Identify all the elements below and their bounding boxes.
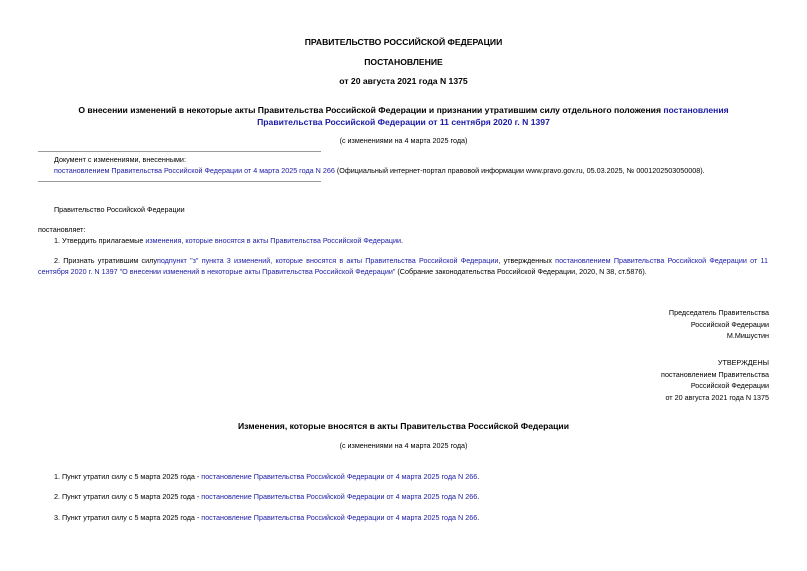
appendix-item-1-suffix: .	[477, 472, 480, 481]
document-title	[40, 104, 767, 128]
divider-bottom	[38, 181, 321, 182]
item-2-link1[interactable]: подпункт "з" пункта 3 изменений, которые вносятся в акты Правительства Российской Федерации	[156, 256, 499, 265]
item-1-suffix: .	[400, 236, 403, 245]
appendix-item-3-suffix: .	[477, 513, 480, 522]
item-2-link2[interactable]: постановлением Правительства Российской Федерации от 11 сентября 2020 г. N 1397 "О внесении изменений в некоторые акты Правительства Российской Федерации"	[38, 256, 768, 276]
appendix-item-2-suffix: .	[477, 492, 480, 501]
approval-block	[661, 357, 769, 403]
approval-line-4: от 20 августа 2021 года N 1375	[665, 392, 769, 402]
amendments-source: (Официальный интернет-портал правовой информации www.pravo.gov.ru, 05.03.2025, № 0001202503050008).	[334, 166, 705, 175]
item-2	[38, 256, 768, 277]
title-link-part2[interactable]: Правительства Российской Федерации от 11 сентября 2020 г. N 1397	[257, 117, 550, 127]
signature-block	[669, 307, 769, 342]
signature-line-3: М.Мишустин	[726, 331, 769, 340]
revision-note: (с изменениями на 4 марта 2025 года)	[339, 136, 468, 145]
amendments-link[interactable]: постановлением Правительства Российской Федерации от 4 марта 2025 года N 266	[54, 166, 335, 175]
signature-line-2: Российской Федерации	[690, 319, 769, 329]
approval-line-3: Российской Федерации	[690, 381, 769, 390]
amendments-line	[54, 166, 705, 175]
org-heading: ПРАВИТЕЛЬСТВО РОССИЙСКОЙ ФЕДЕРАЦИИ	[304, 37, 503, 47]
title-text: О внесении изменений в некоторые акты Правительства Российской Федерации и признании утратившим силу отдельного положения	[78, 105, 664, 115]
government-line: Правительство Российской Федерации	[54, 205, 185, 214]
item-2-prefix: 2. Признать утратившим силу	[54, 256, 157, 265]
doc-type-heading: ПОСТАНОВЛЕНИЕ	[364, 57, 443, 67]
appendix-item-1	[54, 472, 479, 481]
appendix-title: Изменения, которые вносятся в акты Правительства Российской Федерации	[237, 421, 569, 431]
item-2-mid: , утвержденных	[498, 256, 556, 265]
doc-date-number: от 20 августа 2021 года N 1375	[339, 76, 468, 86]
appendix-item-2	[54, 492, 479, 501]
divider-top	[38, 151, 321, 152]
decrees-line: постановляет:	[38, 225, 86, 234]
appendix-item-1-prefix: 1. Пункт утратил силу с 5 марта 2025 года -	[54, 472, 202, 481]
appendix-item-2-link[interactable]: постановление Правительства Российской Федерации от 4 марта 2025 года N 266	[201, 492, 478, 501]
appendix-item-3-prefix: 3. Пункт утратил силу с 5 марта 2025 года -	[54, 513, 202, 522]
appendix-item-1-link[interactable]: постановление Правительства Российской Федерации от 4 марта 2025 года N 266	[201, 472, 478, 481]
appendix-item-3-link[interactable]: постановление Правительства Российской Федерации от 4 марта 2025 года N 266	[201, 513, 478, 522]
signature-line-1: Председатель Правительства	[668, 308, 769, 317]
appendix-item-3	[54, 513, 479, 522]
title-link-part1[interactable]: постановления	[663, 105, 729, 115]
approval-line-2: постановлением Правительства	[661, 369, 769, 379]
appendix-revision-note: (с изменениями на 4 марта 2025 года)	[339, 441, 468, 450]
appendix-item-2-prefix: 2. Пункт утратил силу с 5 марта 2025 года -	[54, 492, 202, 501]
item-2-suffix: (Собрание законодательства Российской Федерации, 2020, N 38, ст.5876).	[395, 266, 647, 276]
amendments-label: Документ с изменениями, внесенными:	[54, 155, 186, 164]
item-1-link[interactable]: изменения, которые вносятся в акты Правительства Российской Федерации	[145, 236, 401, 245]
approval-line-1: УТВЕРЖДЕНЫ	[717, 358, 769, 367]
item-1	[54, 236, 403, 245]
item-1-prefix: 1. Утвердить прилагаемые	[54, 236, 146, 245]
